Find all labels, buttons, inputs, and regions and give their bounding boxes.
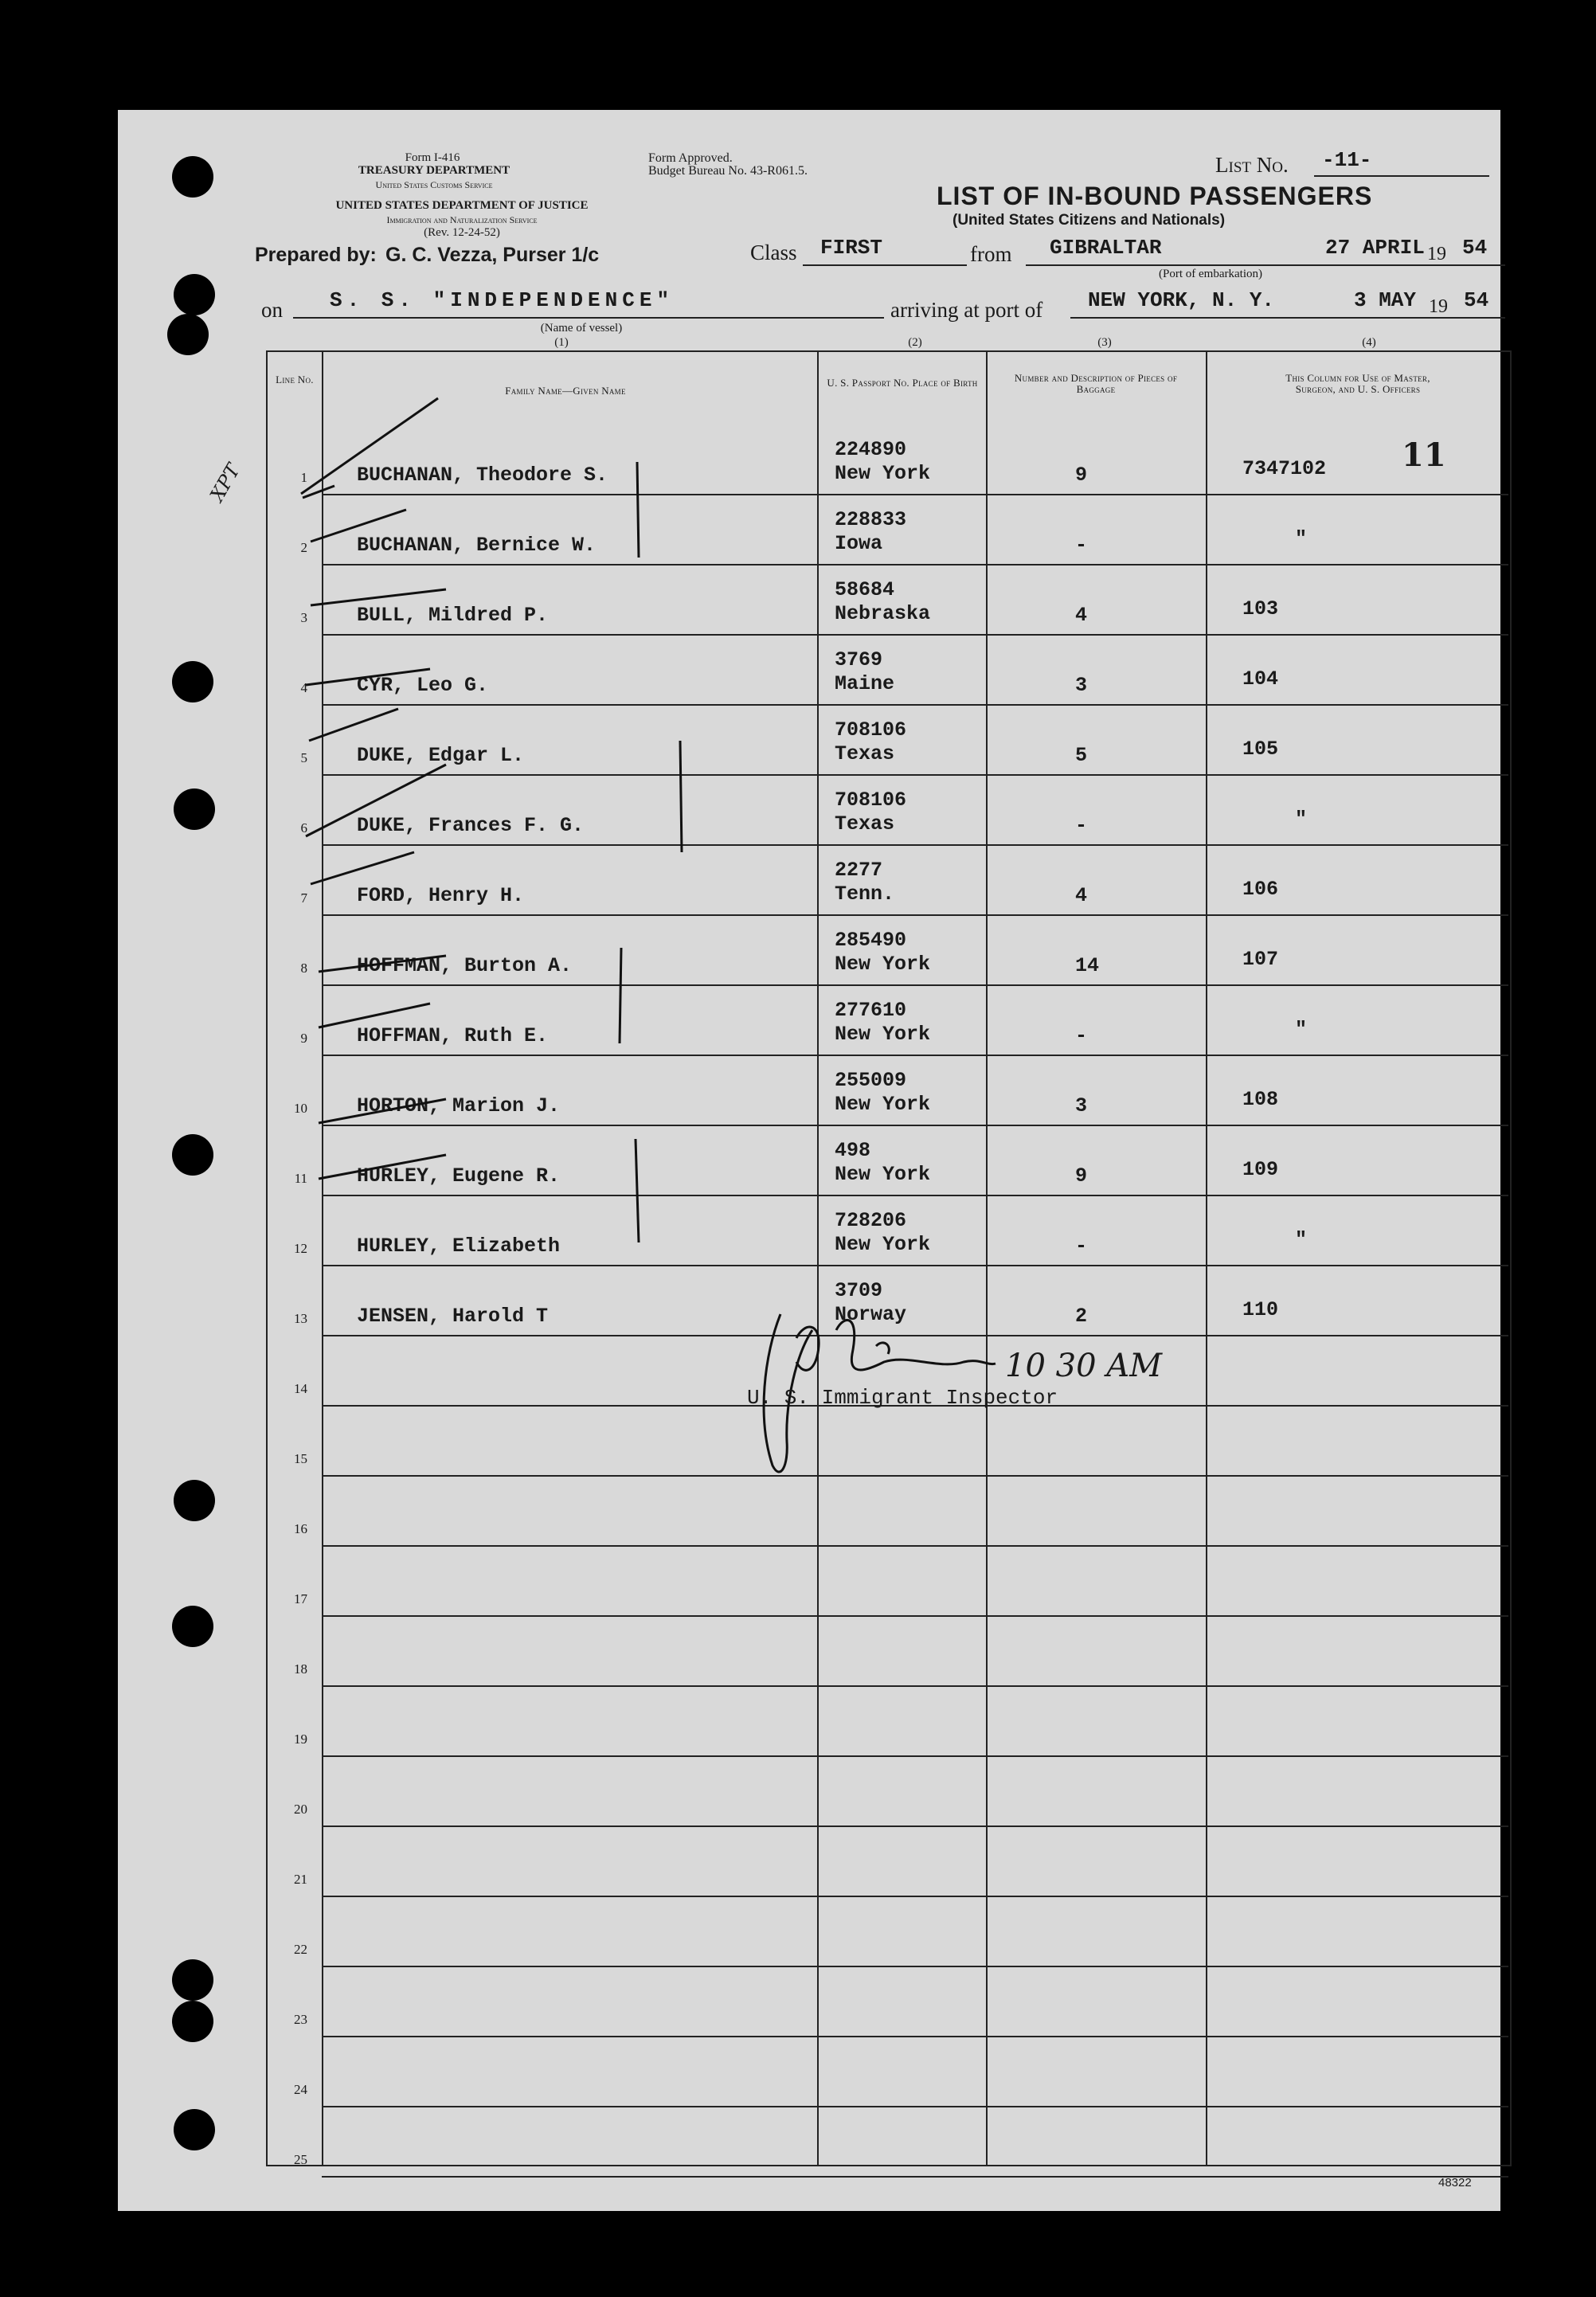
arriving-label: arriving at port of — [890, 298, 1043, 322]
row-divider — [322, 1615, 1508, 1617]
passenger-name: BUCHANAN, Bernice W. — [357, 534, 597, 557]
passport-number: 3709 — [835, 1279, 883, 1302]
passport-number: 3769 — [835, 648, 883, 671]
vessel-line — [293, 317, 884, 319]
place-of-birth: Texas — [835, 812, 895, 835]
punch-hole — [172, 2001, 213, 2042]
margin-note: XPT — [205, 460, 245, 506]
place-of-birth: New York — [835, 1023, 931, 1046]
column-divider — [817, 350, 819, 2166]
row-divider — [322, 2036, 1508, 2037]
from-value: GIBRALTAR — [1050, 236, 1162, 260]
officer-entry: 109 — [1242, 1158, 1279, 1181]
place-of-birth: Norway — [835, 1303, 907, 1326]
officer-entry: 7347102 — [1242, 457, 1327, 480]
list-no-label: List No. — [1215, 153, 1289, 177]
column-number-3: (3) — [1097, 336, 1112, 349]
passport-number: 728206 — [835, 1209, 907, 1232]
line-number: 13 — [294, 1311, 307, 1326]
embarkation-date: 27 APRIL — [1325, 236, 1425, 260]
vessel-name: S. S. "INDEPENDENCE" — [330, 288, 675, 312]
treasury-department: TREASURY DEPARTMENT — [358, 164, 510, 177]
handwritten-checkmarks — [287, 366, 717, 1322]
document-title: LIST OF IN-BOUND PASSENGERS — [937, 182, 1373, 210]
baggage-count: 3 — [1075, 674, 1088, 697]
header-passport: U. S. Passport No. Place of Birth — [827, 377, 978, 389]
line-number: 8 — [300, 961, 307, 976]
punch-hole — [174, 2109, 215, 2150]
line-number: 16 — [294, 1521, 307, 1536]
punch-hole — [172, 1606, 213, 1647]
passenger-name: CYR, Leo G. — [357, 674, 489, 697]
punch-hole — [174, 788, 215, 830]
passenger-name: HOFFMAN, Burton A. — [357, 954, 573, 977]
line-number: 2 — [300, 540, 307, 555]
column-divider — [986, 350, 988, 2166]
line-number: 11 — [294, 1171, 307, 1186]
officer-entry: " — [1295, 527, 1308, 550]
footer-form-number: 48322 — [1438, 2176, 1472, 2189]
row-divider — [322, 2176, 1508, 2178]
passenger-name: HOFFMAN, Ruth E. — [357, 1024, 549, 1047]
prepared-by-value: G. C. Vezza, Purser 1/c — [385, 244, 600, 266]
officer-entry: 106 — [1242, 878, 1279, 901]
row-divider — [322, 1685, 1508, 1687]
baggage-count: 14 — [1075, 954, 1100, 977]
row-divider — [322, 1545, 1508, 1547]
baggage-count: 4 — [1075, 604, 1088, 627]
header-name: Family Name—Given Name — [505, 385, 626, 397]
arrival-year: 54 — [1464, 288, 1489, 312]
baggage-count: - — [1075, 1024, 1088, 1047]
embark-year-line — [1457, 264, 1505, 266]
line-number: 4 — [300, 680, 307, 695]
line-number: 6 — [300, 820, 307, 835]
baggage-count: 9 — [1075, 464, 1088, 487]
row-divider — [322, 1896, 1508, 1897]
customs-service: United States Customs Service — [375, 179, 493, 190]
passenger-name: FORD, Henry H. — [357, 884, 525, 907]
line-number: 21 — [294, 1872, 307, 1887]
passenger-name: DUKE, Edgar L. — [357, 744, 525, 767]
ins-service: Immigration and Naturalization Service — [386, 214, 538, 225]
officer-entry: 107 — [1242, 948, 1279, 971]
punch-hole — [172, 1959, 213, 2001]
column-divider — [1206, 350, 1207, 2166]
revision: (Rev. 12-24-52) — [424, 226, 500, 239]
form-approved: Form Approved. — [648, 151, 733, 165]
passenger-name: BUCHANAN, Theodore S. — [357, 464, 608, 487]
list-number-mark: 11 — [1402, 436, 1446, 474]
row-divider — [322, 2106, 1508, 2107]
place-of-birth: Iowa — [835, 532, 883, 555]
document-subtitle: (United States Citizens and Nationals) — [953, 212, 1226, 229]
port-caption: (Port of embarkation) — [1159, 268, 1262, 280]
place-of-birth: New York — [835, 462, 931, 485]
punch-hole — [167, 314, 209, 355]
column-number-1: (1) — [554, 336, 569, 349]
list-no-line — [1314, 175, 1489, 177]
header-officers: This Column for Use of Master, Surgeon, and U. S. Officers — [1285, 372, 1430, 395]
punch-hole — [172, 1134, 213, 1176]
line-number: 5 — [300, 750, 307, 765]
line-number: 9 — [300, 1031, 307, 1046]
officer-entry: 104 — [1242, 667, 1279, 691]
line-number: 15 — [294, 1451, 307, 1466]
column-number-4: (4) — [1362, 336, 1376, 349]
place-of-birth: Nebraska — [835, 602, 931, 625]
class-value: FIRST — [820, 236, 883, 260]
line-number: 24 — [294, 2082, 307, 2097]
passport-number: 228833 — [835, 508, 907, 531]
inspector-caption: U. S. Immigrant Inspector — [747, 1386, 1058, 1410]
officer-entry: 108 — [1242, 1088, 1279, 1111]
inspection-time: 10 30 AM — [1005, 1348, 1163, 1384]
passenger-name: DUKE, Frances F. G. — [357, 814, 585, 837]
passport-number: 708106 — [835, 788, 907, 812]
row-divider — [322, 1755, 1508, 1757]
place-of-birth: Tenn. — [835, 882, 895, 906]
line-number: 3 — [300, 610, 307, 625]
passenger-name: HORTON, Marion J. — [357, 1094, 561, 1117]
punch-hole — [174, 1480, 215, 1521]
line-number: 1 — [300, 470, 307, 485]
budget-bureau: Budget Bureau No. 43-R061.5. — [648, 164, 808, 178]
vessel-caption: (Name of vessel) — [540, 322, 623, 335]
passport-number: 708106 — [835, 718, 907, 742]
officer-entry: " — [1295, 1018, 1308, 1041]
header-baggage: Number and Description of Pieces of Baggage — [1014, 372, 1178, 395]
arrival-port: NEW YORK, N. Y. — [1088, 288, 1275, 312]
punch-hole — [172, 156, 213, 198]
passenger-name: HURLEY, Elizabeth — [357, 1235, 561, 1258]
officer-entry: 110 — [1242, 1298, 1279, 1321]
line-number: 17 — [294, 1591, 307, 1606]
baggage-count: 4 — [1075, 884, 1088, 907]
embarkation-year: 54 — [1462, 236, 1488, 260]
passport-number: 285490 — [835, 929, 907, 952]
list-no-value: -11- — [1322, 148, 1372, 172]
header-line-no: Line No. — [276, 374, 314, 385]
passport-number: 498 — [835, 1139, 871, 1162]
punch-hole — [172, 661, 213, 702]
line-number: 22 — [294, 1942, 307, 1957]
officer-entry: 103 — [1242, 597, 1279, 620]
passport-number: 277610 — [835, 999, 907, 1022]
column-number-2: (2) — [908, 336, 922, 349]
passport-number: 2277 — [835, 859, 883, 882]
embark-year-prefix: 19 — [1427, 244, 1446, 264]
prepared-by-label: Prepared by: — [255, 244, 377, 266]
officer-entry: 105 — [1242, 738, 1279, 761]
place-of-birth: New York — [835, 1233, 931, 1256]
passport-number: 255009 — [835, 1069, 907, 1092]
line-number: 23 — [294, 2012, 307, 2027]
class-line — [803, 264, 967, 266]
baggage-count: 2 — [1075, 1305, 1088, 1328]
baggage-count: 5 — [1075, 744, 1088, 767]
passport-number: 58684 — [835, 578, 895, 601]
arrival-date: 3 MAY — [1354, 288, 1417, 312]
baggage-count: 9 — [1075, 1164, 1088, 1188]
place-of-birth: Texas — [835, 742, 895, 765]
passenger-name: HURLEY, Eugene R. — [357, 1164, 561, 1188]
passenger-name: JENSEN, Harold T — [357, 1305, 549, 1328]
place-of-birth: New York — [835, 953, 931, 976]
passenger-name: BULL, Mildred P. — [357, 604, 549, 627]
line-number: 18 — [294, 1661, 307, 1677]
line-number: 25 — [294, 2152, 307, 2167]
baggage-count: - — [1075, 534, 1088, 557]
place-of-birth: New York — [835, 1163, 931, 1186]
line-number: 20 — [294, 1802, 307, 1817]
class-label: Class — [750, 241, 797, 264]
line-number: 12 — [294, 1241, 307, 1256]
row-divider — [322, 1966, 1508, 1967]
passport-number: 224890 — [835, 438, 907, 461]
punch-hole — [174, 274, 215, 315]
officer-entry: " — [1295, 808, 1308, 831]
line-number: 7 — [300, 890, 307, 906]
line-number: 10 — [294, 1101, 307, 1116]
justice-department: UNITED STATES DEPARTMENT OF JUSTICE — [335, 199, 589, 212]
line-number: 14 — [294, 1381, 307, 1396]
form-number: Form I-416 — [405, 151, 460, 164]
on-label: on — [261, 298, 283, 322]
place-of-birth: Maine — [835, 672, 895, 695]
arrival-year-prefix: 19 — [1429, 296, 1448, 317]
row-divider — [322, 1825, 1508, 1827]
line-number: 19 — [294, 1732, 307, 1747]
from-label: from — [970, 242, 1012, 266]
baggage-count: 3 — [1075, 1094, 1088, 1117]
baggage-count: - — [1075, 814, 1088, 837]
baggage-count: - — [1075, 1235, 1088, 1258]
officer-entry: " — [1295, 1228, 1308, 1251]
place-of-birth: New York — [835, 1093, 931, 1116]
